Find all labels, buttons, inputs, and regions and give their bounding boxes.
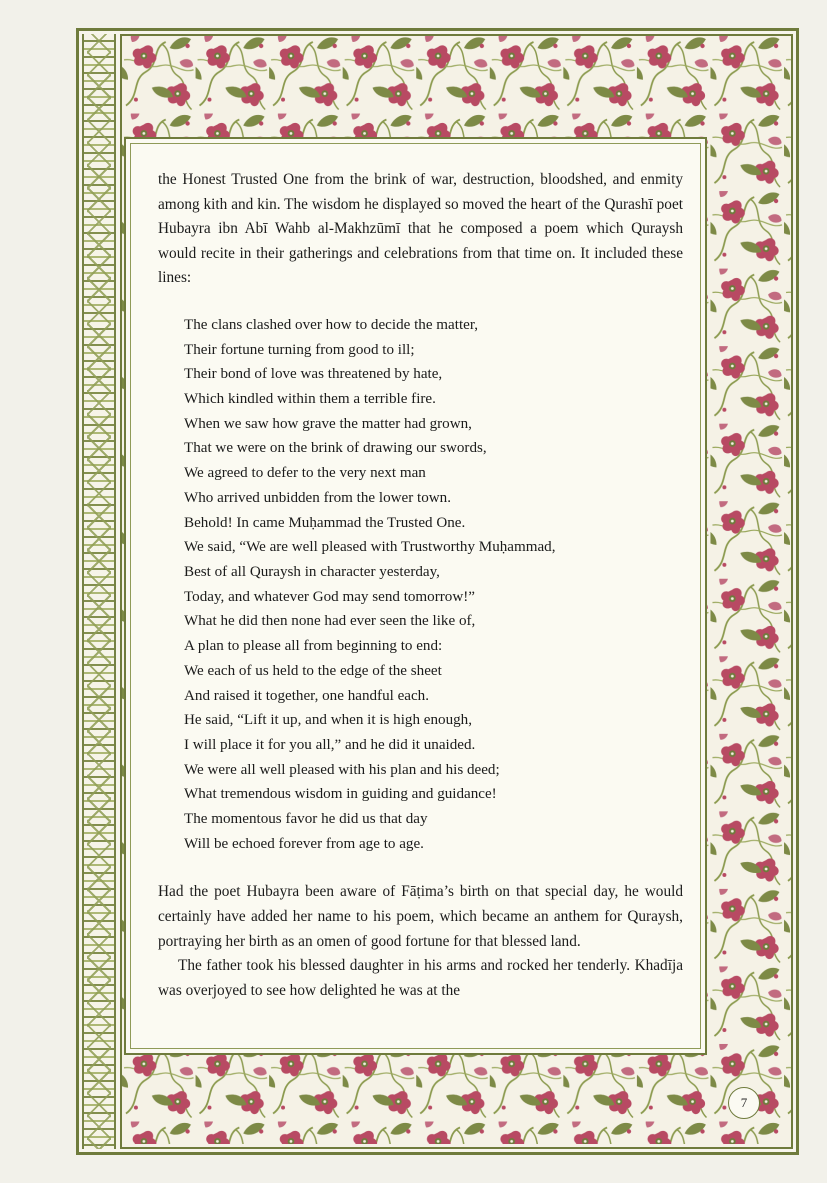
poem-line: He said, “Lift it up, and when it is high enough, <box>184 712 472 729</box>
paragraph-after-poem-2: The father took his blessed daughter in his arms and rocked her tenderly. Khadīja was overjoyed to see how delighted he was at the <box>158 957 683 999</box>
poem-line: What he did then none had ever seen the like of, <box>184 613 476 630</box>
poem-line: We agreed to defer to the very next man <box>184 465 426 482</box>
page-text-content <box>158 168 683 1033</box>
poem-block <box>184 313 683 856</box>
poem-line: Will be echoed forever from age to age. <box>184 835 424 852</box>
poem-line: I will place it for you all,” and he did it unaided. <box>184 736 476 753</box>
text-panel <box>124 137 707 1055</box>
poem-line: We said, “We are well pleased with Trustworthy Muḥammad, <box>184 539 556 556</box>
poem-line: A plan to please all from beginning to end: <box>184 638 443 655</box>
poem-line: Today, and whatever God may send tomorrow!” <box>184 588 475 605</box>
poem-line: Behold! In came Muḥammad the Trusted One. <box>184 514 466 531</box>
poem-line: The momentous favor he did us that day <box>184 811 428 828</box>
poem-line: Best of all Quraysh in character yesterday, <box>184 564 440 580</box>
poem-line: The clans clashed over how to decide the matter, <box>184 316 479 333</box>
poem-line: We were all well pleased with his plan and his deed; <box>184 761 500 778</box>
poem-line: We each of us held to the edge of the sheet <box>184 662 442 679</box>
poem-line: Their bond of love was threatened by hate, <box>184 366 443 383</box>
poem-line: Their fortune turning from good to ill; <box>184 341 415 358</box>
text-panel-inner-rule <box>130 143 701 1049</box>
poem-line: When we saw how grave the matter had grown, <box>184 415 472 432</box>
page-number-badge: 7 <box>728 1087 760 1119</box>
poem-line: Who arrived unbidden from the lower town. <box>184 489 452 506</box>
paragraph-opening: the Honest Trusted One from the brink of war, destruction, bloodshed, and enmity among kith and kin. The wisdom he displayed so moved the heart of the Qurashī poet Hubayra ibn Abī Wahb al-Makhzūmī that he composed a poem which Quraysh would recite in their gatherings and celebrations from that time on. It included these lines: <box>158 171 683 287</box>
poem-line: Which kindled within them a terrible fire. <box>184 391 436 408</box>
paragraph-after-poem-1: Had the poet Hubayra been aware of Fāṭima’s birth on that special day, he would certainly have added her name to his poem, which became an anthem for Quraysh, portraying her birth as an omen of good fortune for that blessed land. <box>158 883 683 950</box>
poem-line: And raised it together, one handful each. <box>184 687 430 704</box>
interlace-braid-ornament <box>82 34 116 1149</box>
poem-line: That we were on the brink of drawing our swords, <box>184 440 487 457</box>
poem-line: What tremendous wisdom in guiding and guidance! <box>184 786 497 803</box>
